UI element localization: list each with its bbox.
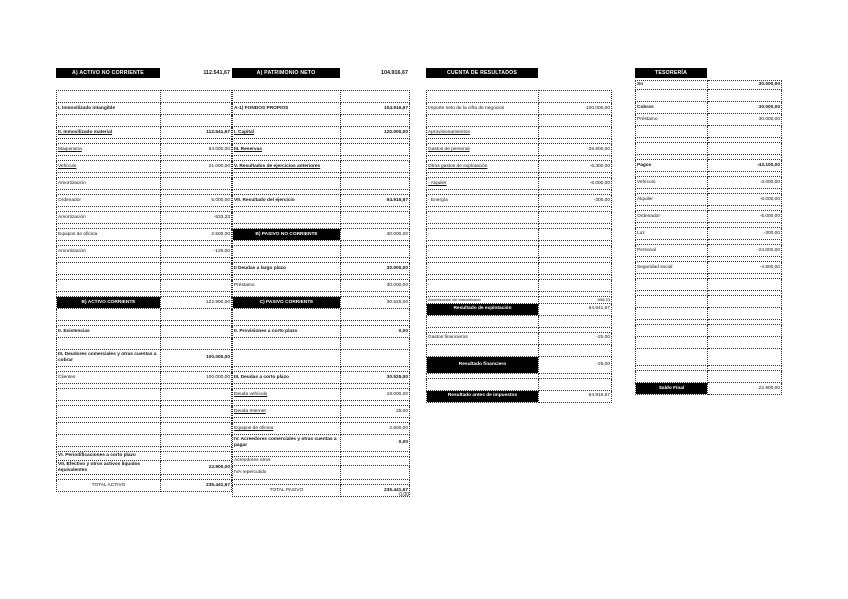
pasivo-row-value [341, 246, 410, 258]
resultados-row-value [539, 212, 612, 224]
tesoreria-row [636, 296, 782, 308]
resultados-row-value: -25,00 [539, 332, 612, 344]
resultados-row-label [427, 91, 539, 103]
resultados-row-value: 100.000,00 [539, 103, 612, 115]
pasivo-row [233, 338, 410, 350]
pasivo-row-value: 104.916,67 [341, 103, 410, 115]
tesoreria-row-label [636, 308, 708, 320]
tesoreria-row-value [708, 349, 782, 366]
pasivo-row-value [341, 212, 410, 224]
pasivo-row-label: II. Provisiones a corto plazo [233, 326, 341, 338]
activo-row-label [57, 389, 161, 401]
resultados-row-value [539, 378, 612, 390]
activo-row-label: VI. Periodificaciones a corto plazo [57, 452, 161, 461]
pasivo-row-value [341, 115, 410, 127]
pasivo-row-value [341, 350, 410, 367]
activo-row [57, 115, 232, 127]
resultados-row-label: - Alquiler [427, 178, 539, 190]
activo-row-value: 112.541,67 [161, 127, 232, 139]
pasivo-row [233, 435, 410, 452]
activo-row-value [161, 309, 232, 321]
resultados-row-value [539, 91, 612, 103]
pasivo-row [233, 91, 410, 103]
pasivo-row [233, 280, 410, 292]
tesoreria-row-label: Préstamo [636, 114, 708, 126]
pasivo-row-value [341, 144, 410, 156]
pasivo-row-value: 2.500,00 [341, 423, 410, 435]
resultados-row-value: -958,33 [539, 297, 612, 304]
resultados-row-value [539, 344, 612, 356]
tesoreria-row [636, 81, 782, 90]
tesoreria-row-value: 30.000,00 [708, 81, 782, 90]
resultados-row [427, 91, 612, 103]
pasivo-row [233, 161, 410, 173]
tesoreria-row [636, 143, 782, 155]
resultados-row [427, 356, 612, 373]
resultados-row-label: Gastos de personal [427, 144, 539, 156]
pasivo-row [233, 178, 410, 190]
activo-row [57, 229, 232, 241]
tesoreria-row-label [636, 126, 708, 138]
activo-row [57, 127, 232, 139]
resultados-row [427, 127, 612, 139]
pasivo-row [233, 212, 410, 224]
activo-row [57, 423, 232, 435]
tesoreria-row [636, 228, 782, 240]
resultados-row-label [427, 115, 539, 127]
resultados-row [427, 144, 612, 156]
resultados-row-value: -28.800,00 [539, 144, 612, 156]
tesoreria-header: TESORERÍA [635, 68, 707, 78]
resultados-row [427, 246, 612, 258]
pasivo-row [233, 457, 410, 466]
pasivo-row-label [233, 212, 341, 224]
tesoreria-row-value: 30.000,00 [708, 102, 782, 114]
pasivo-row-value: 30.000,00 [341, 280, 410, 292]
pasivo-row-value [341, 466, 410, 480]
activo-row [57, 144, 232, 156]
pasivo-row-value: 120.000,00 [341, 127, 410, 139]
resultados-row-value [539, 246, 612, 258]
resultados-row-value [539, 315, 612, 327]
resultados-row-label: - [427, 246, 539, 258]
pasivo-row-value [341, 178, 410, 190]
pasivo-row-value [341, 161, 410, 173]
pasivo-row [233, 423, 410, 435]
tesoreria-row-value [708, 143, 782, 155]
resultados-row-value [539, 127, 612, 139]
tesoreria-row [636, 194, 782, 206]
resultados-row [427, 229, 612, 241]
activo-row-label [57, 406, 161, 418]
resultados-row [427, 103, 612, 115]
activo-row-label: TOTAL ACTIVO [57, 480, 161, 492]
pasivo-row-value: 30.525,00 [341, 297, 410, 309]
pasivo-row-label: TOTAL PASIVO [233, 485, 341, 497]
resultados-row-value [539, 263, 612, 275]
resultados-row-value [539, 229, 612, 241]
tesoreria-row [636, 102, 782, 114]
resultados-row [427, 315, 612, 327]
tesoreria-row-value [708, 371, 782, 383]
activo-row-value: -833,33 [161, 212, 232, 224]
activo-row [57, 452, 232, 461]
activo-row-value: 100.000,00 [161, 350, 232, 367]
tesoreria-row-value: -43.100,00 [708, 160, 782, 172]
resultados-row-label: Resultado antes de impuestos [427, 390, 539, 402]
tesoreria-table [635, 80, 782, 395]
pasivo-row [233, 350, 410, 367]
activo-table [56, 90, 232, 492]
pasivo-row-value [341, 91, 410, 103]
pasivo-row-label: II Deudas a largo plazo [233, 263, 341, 275]
tesoreria-row-label [636, 279, 708, 291]
pasivo-row-value: 235.441,67 [341, 485, 410, 497]
resultados-row [427, 212, 612, 224]
pasivo-table [232, 90, 410, 497]
activo-row [57, 326, 232, 338]
tesoreria-row [636, 308, 782, 320]
resultados-row [427, 280, 612, 292]
tesoreria-row-value: -24.000,00 [708, 245, 782, 257]
pasivo-row-label: V. Resultados de ejercicios anteriores [233, 161, 341, 173]
pasivo-row [233, 103, 410, 115]
tesoreria-row [636, 349, 782, 366]
pasivo-row [233, 389, 410, 401]
resultados-row-label: Amortización del inmovilizado [427, 297, 539, 304]
pasivo-row-label [233, 178, 341, 190]
tesoreria-row [636, 383, 782, 395]
activo-row-label: II. Inmovilizado material [57, 127, 161, 139]
resultados-row [427, 161, 612, 173]
balance-check-value: 0,00 [399, 492, 409, 498]
activo-row-value: -125,00 [161, 246, 232, 258]
activo-row-label: II. Existencias [57, 326, 161, 338]
activo-row-label: VII. Efectivo y otros activos líquidos equivalentes [57, 461, 161, 475]
activo-row-label: Equipos de oficina [57, 229, 161, 241]
tesoreria-row [636, 262, 782, 274]
tesoreria-row-value: -6.000,00 [708, 194, 782, 206]
tesoreria-row-value: 30.000,00 [708, 114, 782, 126]
resultados-row-label: - [427, 212, 539, 224]
activo-row-value: 122.900,00 [161, 297, 232, 309]
activo-row-value [161, 406, 232, 418]
activo-row-label [57, 263, 161, 275]
pasivo-row-label: Deuda Internet [233, 406, 341, 418]
pasivo-row-label [233, 246, 341, 258]
pasivo-row-value: 18.000,00 [341, 389, 410, 401]
pasivo-row [233, 263, 410, 275]
tesoreria-row-label [636, 325, 708, 337]
activo-row-value: 235.441,67 [161, 480, 232, 492]
resultados-row [427, 378, 612, 390]
activo-row-value [161, 452, 232, 461]
activo-row [57, 263, 232, 275]
tesoreria-row-label [636, 349, 708, 366]
tesoreria-row-label [636, 371, 708, 383]
resultados-row [427, 178, 612, 190]
pasivo-row-label: A-1) FONDOS PROPIOS [233, 103, 341, 115]
activo-row-value: 84.000,00 [161, 144, 232, 156]
pasivo-row-label: I. Capital [233, 127, 341, 139]
tesoreria-row-value: -300,00 [708, 228, 782, 240]
resultados-row-label: - Energía [427, 195, 539, 207]
pasivo-row-label: Equipos de oficina [233, 423, 341, 435]
resultados-row-value [539, 115, 612, 127]
tesoreria-row-value [708, 90, 782, 102]
resultados-row [427, 115, 612, 127]
activo-row-value [161, 115, 232, 127]
resultados-row-label [427, 315, 539, 327]
tesoreria-row-value: -4.800,00 [708, 262, 782, 274]
activo-no-corriente-header: A) ACTIVO NO CORRIENTE [56, 68, 160, 78]
pasivo-row [233, 406, 410, 418]
activo-row [57, 103, 232, 115]
activo-row [57, 389, 232, 401]
pasivo-row-value [341, 309, 410, 321]
activo-row [57, 212, 232, 224]
activo-row [57, 461, 232, 475]
resultados-row-label: Resultado financiero [427, 356, 539, 373]
pasivo-row-label [233, 309, 341, 321]
pasivo-row-label: Deuda vehículo [233, 389, 341, 401]
pasivo-row-label [233, 338, 341, 350]
activo-row-value [161, 423, 232, 435]
pasivo-row [233, 115, 410, 127]
tesoreria-row-label: Vehículo [636, 177, 708, 189]
tesoreria-row-value [708, 325, 782, 337]
resultados-row-value: 64.916,67 [539, 390, 612, 402]
resultados-row [427, 297, 612, 304]
tesoreria-row [636, 325, 782, 337]
tesoreria-row-label: Alquiler [636, 194, 708, 206]
pasivo-row-label: B) PASIVO NO CORRIENTE [233, 229, 341, 241]
tesoreria-row-value: -5.000,00 [708, 211, 782, 223]
activo-row [57, 161, 232, 173]
resultados-row-value: -6.300,00 [539, 161, 612, 173]
pasivo-row-label: IV. Acreedores comerciales y otras cuentas a pagar [233, 435, 341, 452]
resultados-row [427, 390, 612, 402]
activo-row-value: 100.000,00 [161, 372, 232, 384]
pasivo-row [233, 466, 410, 480]
tesoreria-row-value: -3.000,00 [708, 177, 782, 189]
activo-row-value [161, 178, 232, 190]
activo-row [57, 246, 232, 258]
pasivo-row-label [233, 115, 341, 127]
activo-row-label [57, 435, 161, 447]
tesoreria-row [636, 211, 782, 223]
tesoreria-row [636, 126, 782, 138]
tesoreria-row-label: Personal [636, 245, 708, 257]
resultados-row-label: - [427, 263, 539, 275]
activo-row-label [57, 91, 161, 103]
activo-row-label: Ordenador [57, 195, 161, 207]
resultados-row-label [427, 378, 539, 390]
tesoreria-row-value [708, 126, 782, 138]
activo-row [57, 178, 232, 190]
resultados-row [427, 303, 612, 315]
tesoreria-row [636, 371, 782, 383]
activo-row [57, 372, 232, 384]
pasivo-row-label: VII. Resultado del ejercicio [233, 195, 341, 207]
pasivo-row [233, 372, 410, 384]
tesoreria-row-value [708, 308, 782, 320]
pasivo-row [233, 309, 410, 321]
tesoreria-row-label [636, 90, 708, 102]
resultados-row-value: 64.941,67 [539, 303, 612, 315]
activo-row [57, 195, 232, 207]
activo-row-value: 5.000,00 [161, 195, 232, 207]
pasivo-row-value [341, 457, 410, 466]
tesoreria-row-label [636, 143, 708, 155]
activo-row-label: Amortización [57, 212, 161, 224]
pasivo-row-label: III. Reservas [233, 144, 341, 156]
tesoreria-row-label [636, 337, 708, 349]
cuenta-resultados-header: CUENTA DE RESULTADOS [426, 68, 538, 78]
activo-row-label: Vehículo [57, 161, 161, 173]
patrimonio-neto-total: 104.916,67 [381, 70, 408, 76]
pasivo-row-label: Acreedores otros [233, 457, 341, 466]
pasivo-row-label: Préstamo [233, 280, 341, 292]
activo-row-value: 22.900,00 [161, 461, 232, 475]
tesoreria-row [636, 90, 782, 102]
activo-row-value: 2.500,00 [161, 229, 232, 241]
activo-row-label: III. Deudores comerciales y otras cuentas a cobrar [57, 350, 161, 367]
resultados-row-value [539, 280, 612, 292]
resultados-row [427, 263, 612, 275]
activo-row-value [161, 326, 232, 338]
tesoreria-row [636, 114, 782, 126]
pasivo-row [233, 144, 410, 156]
resultados-row-value: -25,00 [539, 356, 612, 373]
pasivo-row [233, 229, 410, 241]
tesoreria-row-label: Seguridad social [636, 262, 708, 274]
pasivo-row-label: C) PASIVO CORRIENTE [233, 297, 341, 309]
pasivo-row [233, 326, 410, 338]
activo-row-label [57, 309, 161, 321]
activo-row-label: Amortización [57, 246, 161, 258]
tesoreria-row-label [636, 296, 708, 308]
activo-row-label [57, 338, 161, 350]
tesoreria-row [636, 337, 782, 349]
activo-row [57, 297, 232, 309]
activo-no-corriente-total: 112.541,67 [203, 70, 230, 76]
resultados-row-label: Gastos financieros [427, 332, 539, 344]
resultados-row [427, 195, 612, 207]
tesoreria-row-label: So [636, 81, 708, 90]
activo-row [57, 435, 232, 447]
tesoreria-row-label: Luz [636, 228, 708, 240]
activo-row-value [161, 435, 232, 447]
tesoreria-row [636, 245, 782, 257]
activo-row-value [161, 280, 232, 292]
tesoreria-row-value: 22.900,00 [708, 383, 782, 395]
pasivo-row-label [233, 91, 341, 103]
pasivo-row-label: III. Deudas a corto plazo [233, 372, 341, 384]
pasivo-row-value: 0,00 [341, 435, 410, 452]
activo-row [57, 338, 232, 350]
tesoreria-row-value [708, 279, 782, 291]
tesoreria-row-value [708, 337, 782, 349]
activo-row-value [161, 263, 232, 275]
patrimonio-neto-header: A) PATRIMONIO NETO [232, 68, 340, 78]
pasivo-row-value: 25,00 [341, 406, 410, 418]
activo-row-label: Maquinaria [57, 144, 161, 156]
activo-row-label [57, 423, 161, 435]
tesoreria-row [636, 160, 782, 172]
tesoreria-row-label: Saldo Final [636, 383, 708, 395]
resultados-row-label: - [427, 280, 539, 292]
activo-row-label: B) ACTIVO CORRIENTE [57, 297, 161, 309]
activo-row-value: 21.000,00 [161, 161, 232, 173]
resultados-row-label [427, 344, 539, 356]
activo-row-label: Amortización [57, 178, 161, 190]
cuenta-resultados-table [426, 90, 612, 403]
activo-row [57, 480, 232, 492]
resultados-row [427, 344, 612, 356]
activo-row-label: Clientes [57, 372, 161, 384]
pasivo-row-value: 30.000,00 [341, 263, 410, 275]
pasivo-row [233, 195, 410, 207]
activo-row-label [57, 115, 161, 127]
pasivo-row [233, 246, 410, 258]
activo-row [57, 280, 232, 292]
resultados-row-label: - [427, 229, 539, 241]
pasivo-row-value: 30.000,00 [341, 229, 410, 241]
resultados-row-label: Resultado de explotación [427, 303, 539, 315]
tesoreria-row-label: Ordenador [636, 211, 708, 223]
resultados-row-value: -300,00 [539, 195, 612, 207]
activo-row-value [161, 103, 232, 115]
activo-row-label [57, 280, 161, 292]
tesoreria-row [636, 279, 782, 291]
tesoreria-row-label: Cobros [636, 102, 708, 114]
activo-row-value [161, 338, 232, 350]
activo-row [57, 91, 232, 103]
pasivo-row-label: IVA repercutido [233, 466, 341, 480]
activo-row-value [161, 91, 232, 103]
pasivo-row [233, 297, 410, 309]
resultados-row-label: Aprovisionamientos [427, 127, 539, 139]
resultados-row [427, 332, 612, 344]
pasivo-row-label [233, 350, 341, 367]
pasivo-row [233, 127, 410, 139]
pasivo-row-value: 30.525,00 [341, 372, 410, 384]
tesoreria-row [636, 177, 782, 189]
pasivo-row-value: 0,00 [341, 326, 410, 338]
activo-row-label: I. Inmovilizado intangible [57, 103, 161, 115]
activo-row [57, 406, 232, 418]
activo-row [57, 350, 232, 367]
resultados-row-value: -6.000,00 [539, 178, 612, 190]
tesoreria-row-label: Pagos [636, 160, 708, 172]
activo-row-value [161, 389, 232, 401]
pasivo-row-value: 64.916,67 [341, 195, 410, 207]
resultados-row-label: Importe neto de la cifra de negocios [427, 103, 539, 115]
pasivo-row-value [341, 338, 410, 350]
activo-row [57, 309, 232, 321]
resultados-row-label: Otros gastos de explotación [427, 161, 539, 173]
tesoreria-row-value [708, 296, 782, 308]
